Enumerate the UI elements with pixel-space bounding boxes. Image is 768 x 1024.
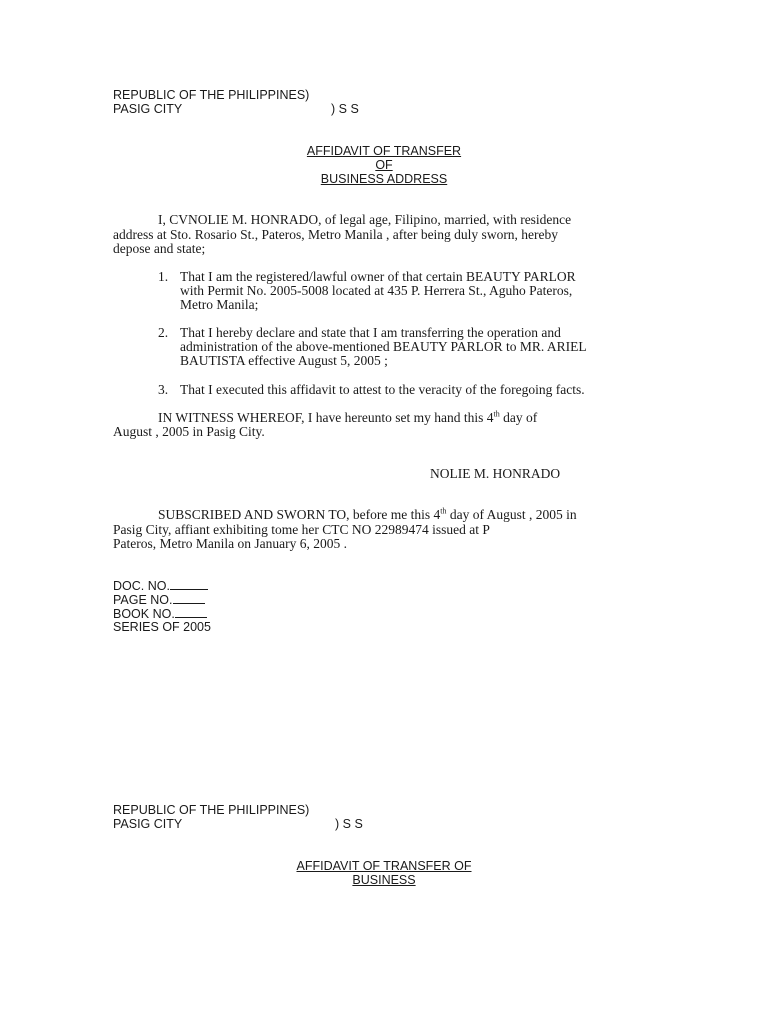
doc-no-field — [113, 578, 208, 593]
item-1-line-2: with Permit No. 2005-5008 located at 435 P. Herrera St., Aguho Pateros, — [180, 283, 573, 298]
page-no-field — [113, 592, 205, 607]
item-1-number: 1. — [158, 269, 169, 284]
book-no-label: BOOK NO. — [113, 607, 175, 621]
page2-venue-republic: REPUBLIC OF THE PHILIPPINES) — [113, 803, 310, 817]
item-2-number: 2. — [158, 325, 169, 340]
title-line-3: BUSINESS ADDRESS — [320, 172, 448, 186]
page2-title-line-2: BUSINESS — [352, 873, 416, 887]
jurat-line-3: Pateros, Metro Manila on January 6, 2005 . — [113, 536, 347, 551]
intro-line-2: address at Sto. Rosario St., Pateros, Metro Manila , after being duly sworn, hereby — [113, 227, 559, 242]
doc-no-blank — [170, 578, 208, 590]
jurat-text: SUBSCRIBED AND SWORN TO, before me this 4 — [158, 507, 441, 522]
jurat-line-1 — [158, 508, 577, 522]
intro-line-3: depose and state; — [113, 241, 206, 256]
book-no-field — [113, 606, 207, 621]
page2-title-line-1: AFFIDAVIT OF TRANSFER OF — [296, 859, 472, 873]
jurat-text-end: day of August , 2005 in — [446, 507, 577, 522]
item-1-line-3: Metro Manila; — [180, 297, 259, 312]
venue-republic: REPUBLIC OF THE PHILIPPINES) — [113, 88, 310, 102]
item-2-line-1: That I hereby declare and state that I am transferring the operation and — [180, 325, 561, 340]
witness-text: IN WITNESS WHEREOF, I have hereunto set my hand this 4 — [158, 410, 494, 425]
witness-ordinal: th — [493, 409, 500, 419]
witness-text-end: day of — [499, 410, 538, 425]
jurat-line-2: Pasig City, affiant exhibiting tome her CTC NO 22989474 issued at P — [113, 522, 490, 537]
doc-no-label: DOC. NO. — [113, 579, 170, 593]
page-no-blank — [173, 592, 205, 604]
item-3-number: 3. — [158, 382, 169, 397]
title-line-1: AFFIDAVIT OF TRANSFER — [306, 144, 462, 158]
venue-ss: ) S S — [331, 102, 359, 116]
witness-line-1 — [158, 411, 537, 425]
signatory-name: NOLIE M. HONRADO — [430, 466, 561, 481]
series-label: SERIES OF 2005 — [113, 620, 211, 634]
jurat-ordinal: th — [440, 506, 447, 516]
item-1-line-1: That I am the registered/lawful owner of that certain BEAUTY PARLOR — [180, 269, 576, 284]
title-line-2: OF — [375, 158, 393, 172]
witness-line-2: August , 2005 in Pasig City. — [113, 424, 265, 439]
item-2-line-3: BAUTISTA effective August 5, 2005 ; — [180, 353, 388, 368]
page2-venue-city: PASIG CITY — [113, 817, 183, 831]
intro-line-1: I, CVNOLIE M. HONRADO, of legal age, Filipino, married, with residence — [158, 212, 572, 227]
item-2-line-2: administration of the above-mentioned BEAUTY PARLOR to MR. ARIEL — [180, 339, 587, 354]
page2-venue-ss: ) S S — [335, 817, 363, 831]
book-no-blank — [175, 606, 207, 618]
page-no-label: PAGE NO. — [113, 593, 173, 607]
item-3-line-1: That I executed this affidavit to attest to the veracity of the foregoing facts. — [180, 382, 585, 397]
venue-city: PASIG CITY — [113, 102, 183, 116]
